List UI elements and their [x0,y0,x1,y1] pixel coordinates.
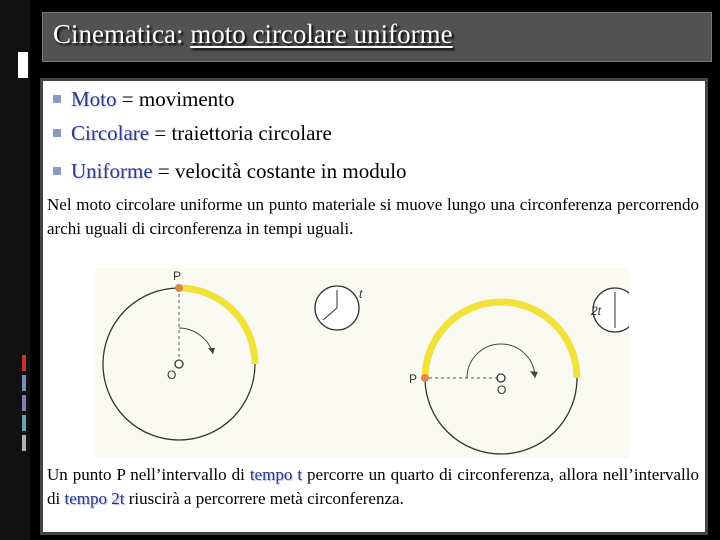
angle-arrowhead [208,348,215,354]
bullet-circolare [53,121,332,146]
clock-label: 2t [591,304,602,318]
strip-block [18,52,28,78]
circular-motion-figure [95,268,629,458]
bullet-marker [53,129,61,137]
bullet-term: Circolare [71,121,150,145]
keyword-tempo-2t: tempo 2t [64,489,125,508]
strip-bar [22,375,26,391]
bullet-text: = traiettoria circolare [149,121,332,145]
bullet-term: Moto [71,87,117,111]
strip-bar [22,415,26,431]
title-underlined: moto circolare uniforme [190,19,453,49]
center-label: O [167,368,177,382]
angle-arc [179,328,213,354]
strip-bar [22,355,26,371]
bullet-marker [53,95,61,103]
point-p-left [175,284,183,292]
left-decoration-strip [0,0,30,540]
strip-bar [22,395,26,411]
center-label: O [497,383,507,397]
angle-arrowhead [530,371,538,378]
title-prefix: Cinematica: [53,19,191,49]
angle-arc [467,344,535,378]
point-label: P [409,372,418,386]
figure-svg [95,268,629,458]
bullet-moto [53,87,235,112]
text-span: Un punto P nell’intervallo di [47,465,250,484]
bullet-text: = velocità costante in modulo [152,159,407,183]
conclusion-paragraph [47,463,699,511]
bullet-uniforme [53,159,407,184]
slide-title [53,19,453,50]
slide-content-panel [40,78,708,535]
text-span: percorre un quarto di circonferenza, allora nell’intervallo di [47,465,700,508]
arc-quarter [179,288,255,364]
bullet-term: Uniforme [71,159,153,183]
point-label: P [173,269,182,283]
bullet-marker [53,167,61,175]
center-right [497,374,505,382]
intro-paragraph: Nel moto circolare uniforme un punto materiale si muove lungo una circonferenza percorrendo archi uguali di circonferenza in tempi uguali. [47,195,699,238]
slide-header [42,12,712,62]
clock-label: t [359,287,363,301]
arc-half [425,302,577,378]
bullet-text: = movimento [116,87,235,111]
text-span: riuscirà a percorrere metà circonferenza. [124,489,404,508]
keyword-tempo-t: tempo t [249,465,303,484]
strip-bar [22,435,26,451]
center-left [175,360,183,368]
point-p-right [421,374,429,382]
